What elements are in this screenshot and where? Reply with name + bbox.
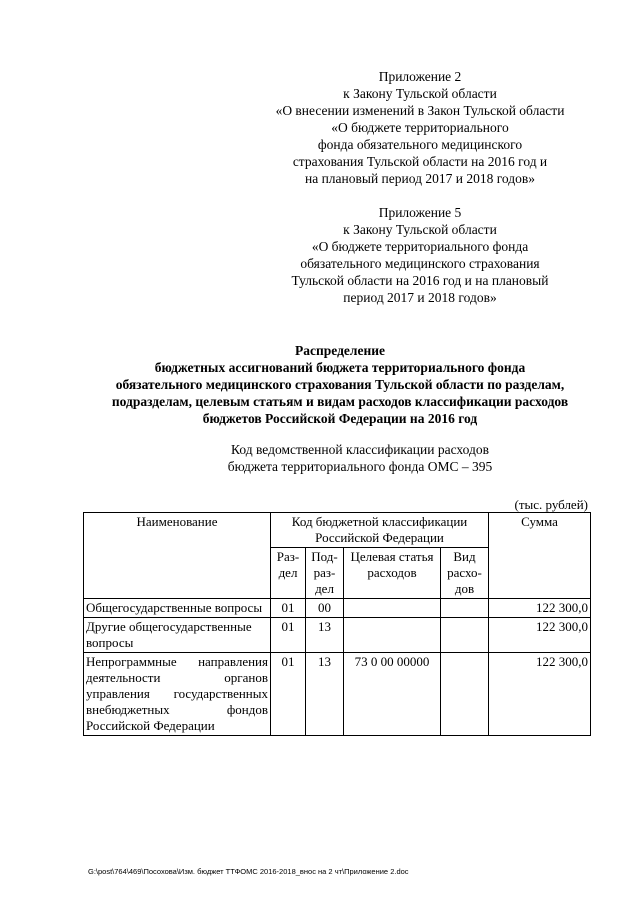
header-type: Вид расхо-дов — [441, 548, 489, 599]
file-path-footer: G:\post\764\469\Посохова\Изм. бюджет ТТФОМС 2016-2018_внос на 2 чт\Приложение 2.doc — [88, 867, 409, 876]
row-section: 01 — [271, 618, 306, 653]
header-name: Наименование — [84, 513, 271, 599]
table-row — [84, 618, 591, 653]
appendix-5-line: Тульской области на 2016 год и на плановый — [291, 273, 549, 288]
row-subsection: 13 — [306, 618, 344, 653]
title-line: обязательного медицинского страхования Тульской области по разделам, — [115, 377, 565, 392]
row-subsection: 13 — [306, 653, 344, 736]
appendix-2-line: на плановый период 2017 и 2018 годов» — [304, 171, 535, 186]
appendix-5-line: Приложение 5 — [378, 205, 462, 220]
header-target: Целевая статья расходов — [344, 548, 441, 599]
row-target — [344, 618, 441, 653]
row-subsection: 00 — [306, 599, 344, 618]
title-line: бюджетных ассигнований бюджета территориального фонда — [154, 360, 526, 375]
appendix-2-line: страхования Тульской области на 2016 год и — [292, 154, 548, 169]
document-title — [60, 342, 620, 427]
row-section: 01 — [271, 653, 306, 736]
appendix-2-line: фонда обязательного медицинского — [317, 137, 523, 152]
header-code-group: Код бюджетной классификации Российской Федерации — [271, 513, 489, 548]
row-sum: 122 300,0 — [489, 653, 591, 736]
table-row — [84, 653, 591, 736]
title-line: бюджетов Российской Федерации на 2016 год — [202, 411, 478, 426]
code-note-line: Код ведомственной классификации расходов — [231, 442, 489, 457]
row-target — [344, 599, 441, 618]
row-name: Общегосударственные вопросы — [84, 599, 271, 618]
appendix-2-line: «О бюджете территориального — [331, 120, 509, 135]
row-section: 01 — [271, 599, 306, 618]
title-line: подразделам, целевым статьям и видам расходов классификации расходов — [111, 394, 569, 409]
row-name: Непрограммные направления деятельности органов управления государственных внебюджетных фондов Российской Федерации — [84, 653, 271, 736]
header-subsection: Под-раз-дел — [306, 548, 344, 599]
department-code-note — [150, 441, 570, 475]
appendix-2-header — [250, 68, 590, 187]
row-sum: 122 300,0 — [489, 599, 591, 618]
appendix-2-line: к Закону Тульской области — [343, 86, 497, 101]
code-note-line: бюджета территориального фонда ОМС – 395 — [227, 459, 493, 474]
row-type — [441, 599, 489, 618]
title-line: Распределение — [294, 343, 386, 358]
appendix-5-line: обязательного медицинского страхования — [300, 256, 540, 271]
row-name: Другие общегосударственные вопросы — [84, 618, 271, 653]
appendix-5-line: к Закону Тульской области — [343, 222, 497, 237]
header-section: Раз-дел — [271, 548, 306, 599]
appendix-5-line: период 2017 и 2018 годов» — [343, 290, 497, 305]
header-sum: Сумма — [489, 513, 591, 599]
units-label: (тыс. рублей) — [514, 497, 588, 512]
appendix-5-header — [250, 204, 590, 306]
table-row — [84, 599, 591, 618]
appendix-5-line: «О бюджете территориального фонда — [311, 239, 529, 254]
row-type — [441, 618, 489, 653]
appendix-2-line: «О внесении изменений в Закон Тульской области — [275, 103, 565, 118]
row-target: 73 0 00 00000 — [344, 653, 441, 736]
row-type — [441, 653, 489, 736]
budget-table — [83, 512, 591, 736]
row-sum: 122 300,0 — [489, 618, 591, 653]
appendix-2-line: Приложение 2 — [378, 69, 462, 84]
